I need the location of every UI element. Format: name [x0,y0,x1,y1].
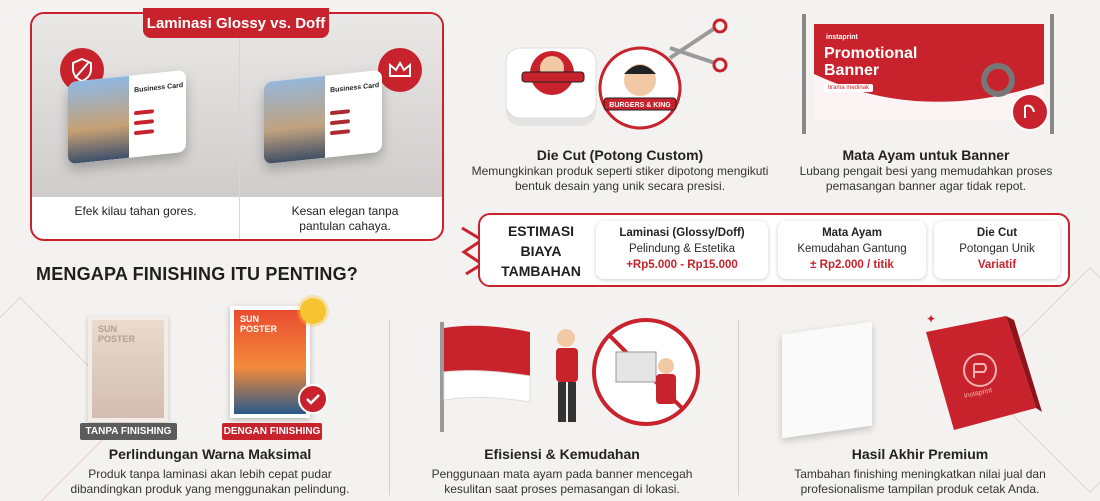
premium-book [906,312,1046,434]
section-divider [738,320,739,495]
cost-estimate-panel [478,213,1070,287]
book-brand: instaprint [963,387,993,400]
cost-card-subtitle: Pelindung & Estetika [628,243,736,255]
banner-title-line-1: Promotional [824,45,918,62]
premium-description [750,467,1090,497]
desc-line: Tambahan finishing meningkatkan nilai jual dan [794,467,1046,481]
plain-paper [782,322,872,439]
cost-card-die-cut [934,221,1060,279]
poster-text-2: POSTER [98,334,136,344]
label-line: BIAYA [520,243,562,259]
die-cut-description: Memungkinkan produk seperti stiker dipotong mengikuti bentuk desain yang unik secara presisi. [471,164,769,193]
desc-line: Penggunaan mata ayam pada banner mencegah [431,467,693,481]
business-card-title: Business Card [134,82,184,95]
doff-caption: Kesan elegan tanpa pantulan cahaya. [291,204,399,233]
efficiency-illustration [420,312,710,432]
sun-icon [300,298,326,324]
card-line [134,109,154,115]
cost-card-price: Variatif [977,259,1017,271]
grommet-banner-illustration [800,14,1060,136]
sparkle-icon: ✦ [926,312,937,326]
checkmark-icon [298,384,328,414]
card-line [330,119,350,125]
cost-card-laminasi [596,221,768,279]
doff-business-card [264,70,382,164]
protection-title: Perlindungan Warna Maksimal [108,446,312,462]
cost-card-price: +Rp5.000 - Rp15.000 [626,259,738,271]
mata-ayam-description: Lubang pengait besi yang memudahkan proses pemasangan banner agar tidak repot. [799,164,1053,193]
die-cut-sticker [600,48,680,128]
poster-text-1: SUN [98,324,118,334]
poster-text-1: SUN [240,314,260,324]
cost-card-price: ± Rp2.000 / titik [810,259,894,271]
panel-divider [239,14,240,239]
efficiency-title: Efisiensi & Kemudahan [484,446,640,462]
banner-brand: instaprint [826,34,858,41]
die-cut-illustration [500,18,730,138]
label-line: ESTIMASI [507,223,575,239]
banner-subtitle: tirama medinak [824,84,873,92]
lamination-comparison-panel [30,12,444,241]
with-finishing-tag: DENGAN FINISHING [222,423,322,440]
desc-line: Produk tanpa laminasi akan lebih cepat pudar [88,467,332,481]
premium-title: Hasil Akhir Premium [851,446,989,462]
cost-card-title: Mata Ayam [822,227,882,239]
city-image [264,76,325,164]
protection-description [40,467,380,497]
poster-text-2: POSTER [240,324,278,334]
cost-card-title: Die Cut [976,227,1018,239]
scissors-icon [670,20,726,71]
sparkle-icon: ✦ [944,326,952,336]
cost-card-title: Laminasi (Glossy/Doff) [619,227,745,239]
section-divider [389,320,390,495]
desc-line: profesionalisme tampilan produk cetak Anda. [800,482,1040,496]
glossy-caption: Efek kilau tahan gores. [74,204,197,218]
desc-line: dibandingkan produk yang menggunakan pelindung. [70,482,350,496]
faded-poster [88,316,168,422]
label-line: TAMBAHAN [501,263,581,279]
efficiency-description [402,467,722,497]
without-finishing-tag: TANPA FINISHING [80,423,177,440]
card-line [134,129,154,135]
card-line [330,129,350,135]
card-line [330,109,350,115]
glossy-business-card [68,70,186,164]
cost-card-subtitle: Potongan Unik [959,243,1035,255]
card-line [134,119,154,125]
die-cut-title: Die Cut (Potong Custom) [536,147,704,163]
lamination-title: Laminasi Glossy vs. Doff [143,8,329,38]
business-card-title: Business Card [330,82,380,95]
section-heading: MENGAPA FINISHING ITU PENTING? [36,264,359,284]
desc-line: kesulitan saat proses pemasangan di lokasi. [444,482,680,496]
sticker-stack [506,48,596,126]
cost-estimate-label [496,221,586,281]
mata-ayam-title: Mata Ayam untuk Banner [842,147,1010,163]
banner-title-line-2: Banner [824,62,880,79]
crown-icon [378,48,422,92]
city-image [68,76,129,164]
sticker-label: BURGERS & KING [609,102,671,109]
cost-card-mata-ayam [778,221,926,279]
cost-card-subtitle: Kemudahan Gantung [797,243,907,255]
